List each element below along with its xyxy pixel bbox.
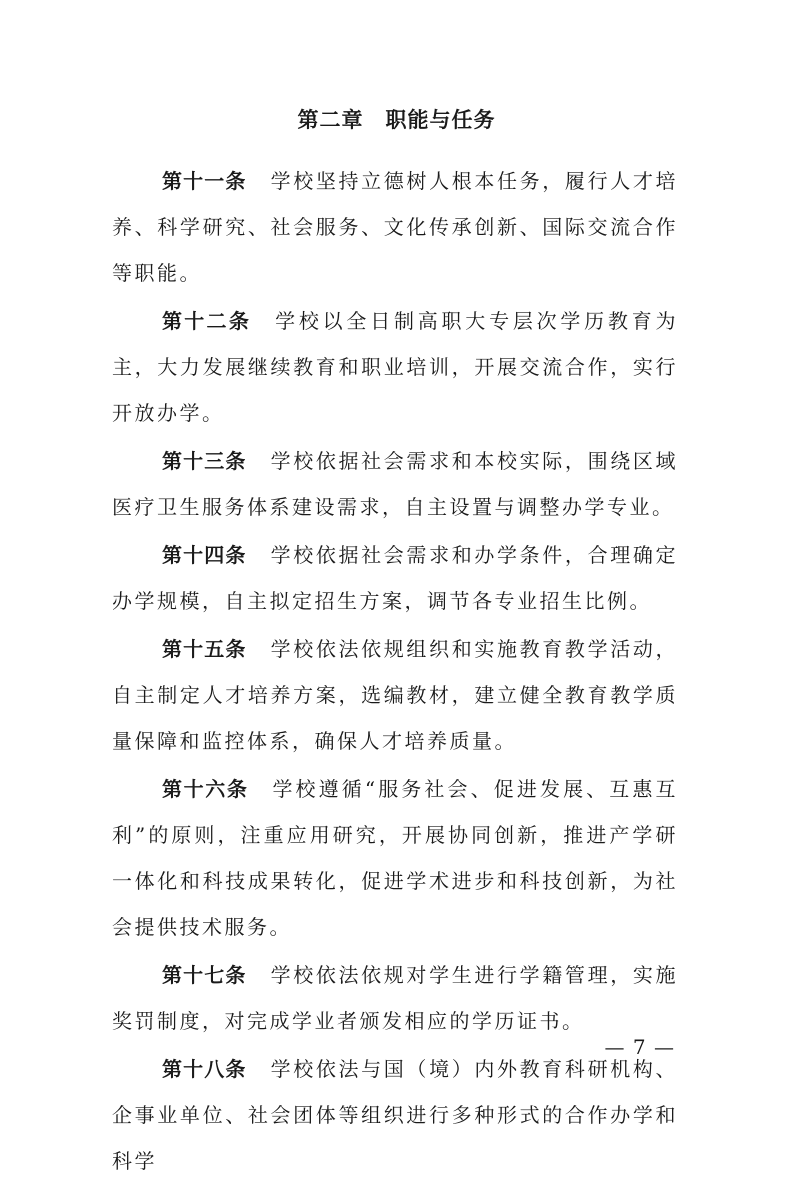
chapter-heading: [0, 104, 793, 134]
article-text: 学校依据社会需求和本校实际，围绕区域医疗卫生服务体系建设需求，自主设置与调整办学专业。: [112, 449, 679, 519]
article-12: [112, 298, 678, 436]
article-text: 学校坚持立德树人根本任务，履行人才培养、科学研究、社会服务、文化传承创新、国际交流合作等职能。: [112, 169, 679, 285]
chapter-title: 职能与任务: [385, 108, 496, 132]
article-13: [112, 438, 678, 530]
article-number: 第十六条: [162, 777, 249, 801]
article-text: 学校依法与国（境）内外教育科研机构、企事业单位、社会团体等组织进行多种形式的合作办学和科学: [112, 1057, 679, 1173]
article-number: 第十八条: [162, 1057, 247, 1081]
page-number: — 7 —: [604, 1035, 675, 1059]
article-16: [112, 766, 678, 950]
article-number: 第十二条: [162, 309, 252, 333]
article-11: [112, 158, 678, 296]
article-17: [112, 952, 678, 1044]
article-number: 第十三条: [162, 449, 247, 473]
chapter-number: 第二章: [297, 108, 364, 132]
article-text: 学校依法依规组织和实施教育教学活动，自主制定人才培养方案，选编教材，建立健全教育教学质量保障和监控体系，确保人才培养质量。: [112, 637, 679, 753]
article-text: 学校以全日制高职大专层次学历教育为主，大力发展继续教育和职业培训，开展交流合作，实行开放办学。: [112, 309, 679, 425]
article-number: 第十七条: [162, 963, 247, 987]
article-18: [112, 1046, 678, 1184]
article-15: [112, 626, 678, 764]
article-text: 学校遵循“服务社会、促进发展、互惠互利”的原则，注重应用研究，开展协同创新，推进产学研一体化和科技成果转化，促进学术进步和科技创新，为社会提供技术服务。: [112, 777, 678, 939]
article-14: [112, 532, 678, 624]
article-number: 第十五条: [162, 637, 247, 661]
article-number: 第十一条: [162, 169, 247, 193]
document-body: [112, 158, 678, 1186]
article-number: 第十四条: [162, 543, 247, 567]
article-text: 学校依法依规对学生进行学籍管理，实施奖罚制度，对完成学业者颁发相应的学历证书。: [112, 963, 679, 1033]
article-text: 学校依据社会需求和办学条件，合理确定办学规模，自主拟定招生方案，调节各专业招生比例。: [112, 543, 679, 613]
